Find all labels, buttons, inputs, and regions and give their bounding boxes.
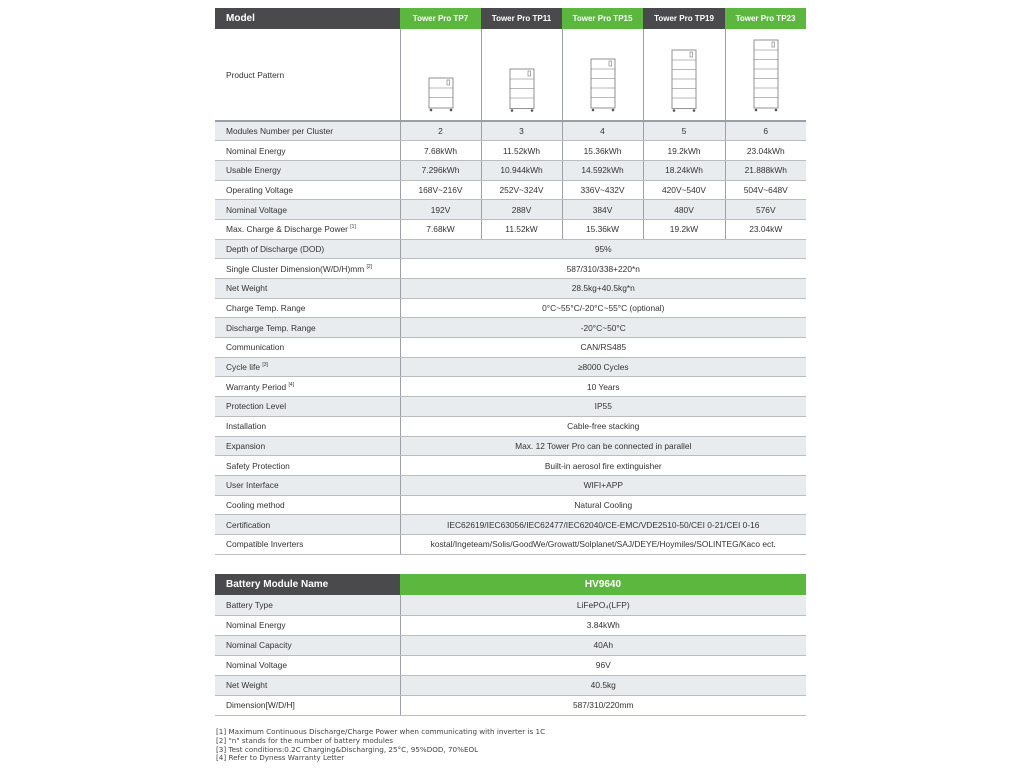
module-row bbox=[215, 635, 806, 655]
module-label: Dimension[W/D/H] bbox=[215, 695, 400, 715]
spec-row bbox=[215, 180, 806, 200]
spec-row bbox=[215, 515, 806, 535]
model-header-cell: Tower Pro TP19 bbox=[643, 8, 725, 29]
module-value: 3.84kWh bbox=[400, 615, 806, 635]
spec-label bbox=[215, 121, 400, 141]
spec-label-text: Protection Level bbox=[226, 401, 287, 412]
spec-value: 21.888kWh bbox=[725, 160, 806, 180]
spec-row bbox=[215, 121, 806, 141]
spec-label bbox=[215, 279, 400, 299]
product-pattern-label: Product Pattern bbox=[215, 29, 400, 121]
battery-tower-icon bbox=[751, 39, 781, 114]
spec-label-text: Cycle life bbox=[226, 362, 260, 373]
spec-label-text: Warranty Period bbox=[226, 381, 287, 392]
spec-value: Cable-free stacking bbox=[400, 416, 806, 436]
spec-label-text: Compatible Inverters bbox=[226, 539, 304, 550]
spec-row bbox=[215, 338, 806, 358]
module-label: Nominal Capacity bbox=[215, 635, 400, 655]
spec-value: 15.36kWh bbox=[562, 141, 643, 161]
spec-label bbox=[215, 180, 400, 200]
spec-label-text: Discharge Temp. Range bbox=[226, 322, 316, 333]
spec-label-text: Net Weight bbox=[226, 283, 268, 294]
spec-label bbox=[215, 141, 400, 161]
spec-value: 4 bbox=[562, 121, 643, 141]
spec-row bbox=[215, 456, 806, 476]
spec-label-text: Max. Charge & Discharge Power bbox=[226, 224, 348, 235]
battery-tower-icon bbox=[426, 77, 456, 114]
footnote-ref: [1] bbox=[350, 224, 356, 231]
spec-row bbox=[215, 200, 806, 220]
spec-row bbox=[215, 436, 806, 456]
module-value: 587/310/220mm bbox=[400, 695, 806, 715]
spec-value: 10 Years bbox=[400, 377, 806, 397]
spec-value: 23.04kWh bbox=[725, 141, 806, 161]
spec-row bbox=[215, 475, 806, 495]
model-header-cell: Tower Pro TP15 bbox=[562, 8, 643, 29]
spec-label bbox=[215, 377, 400, 397]
spec-label-text: Single Cluster Dimension(W/D/H)mm bbox=[226, 263, 365, 274]
spec-value: 11.52kW bbox=[481, 219, 562, 239]
spec-label bbox=[215, 397, 400, 417]
spec-value: 288V bbox=[481, 200, 562, 220]
spec-label-text: Certification bbox=[226, 519, 271, 530]
spec-label-text: Installation bbox=[226, 421, 267, 432]
spec-value: 11.52kWh bbox=[481, 141, 562, 161]
model-header-cell: Tower Pro TP23 bbox=[725, 8, 806, 29]
spec-value: 252V~324V bbox=[481, 180, 562, 200]
spec-value: 480V bbox=[643, 200, 725, 220]
spec-value: 384V bbox=[562, 200, 643, 220]
spec-value: IEC62619/IEC63056/IEC62477/IEC62040/CE-EMC/VDE2510-50/CEI 0-21/CEI 0-16 bbox=[400, 515, 806, 535]
module-row bbox=[215, 615, 806, 635]
spec-value: 5 bbox=[643, 121, 725, 141]
module-name-value: HV9640 bbox=[400, 574, 806, 595]
spec-value: Natural Cooling bbox=[400, 495, 806, 515]
spec-value: 2 bbox=[400, 121, 481, 141]
module-label: Battery Type bbox=[215, 595, 400, 615]
model-header-cell: Tower Pro TP11 bbox=[481, 8, 562, 29]
product-image-cell bbox=[400, 29, 481, 121]
spec-value: Max. 12 Tower Pro can be connected in parallel bbox=[400, 436, 806, 456]
spec-label bbox=[215, 495, 400, 515]
spec-value: 3 bbox=[481, 121, 562, 141]
product-image-cell bbox=[643, 29, 725, 121]
product-image-cell bbox=[562, 29, 643, 121]
spec-label-text: Modules Number per Cluster bbox=[226, 126, 334, 137]
spec-label-text: Nominal Voltage bbox=[226, 204, 287, 215]
module-label: Nominal Voltage bbox=[215, 655, 400, 675]
spec-label bbox=[215, 239, 400, 259]
spec-label-text: Nominal Energy bbox=[226, 145, 286, 156]
spec-row bbox=[215, 141, 806, 161]
spec-value: ≥8000 Cycles bbox=[400, 357, 806, 377]
spec-row bbox=[215, 298, 806, 318]
spec-label-text: User Interface bbox=[226, 480, 279, 491]
module-name-header: Battery Module Name bbox=[215, 574, 400, 595]
spec-value: 587/310/338+220*n bbox=[400, 259, 806, 279]
module-row bbox=[215, 695, 806, 715]
spec-label bbox=[215, 416, 400, 436]
module-row bbox=[215, 655, 806, 675]
spec-row bbox=[215, 259, 806, 279]
spec-row bbox=[215, 534, 806, 554]
spec-value: 192V bbox=[400, 200, 481, 220]
product-image-cell bbox=[725, 29, 806, 121]
spec-value: 23.04kW bbox=[725, 219, 806, 239]
footnote: [3] Test conditions:0.2C Charging&Discharging, 25°C, 95%DOD, 70%EOL bbox=[216, 744, 479, 754]
spec-value: 10.944kWh bbox=[481, 160, 562, 180]
spec-label bbox=[215, 534, 400, 554]
spec-value: -20°C~50°C bbox=[400, 318, 806, 338]
spec-label-text: Charge Temp. Range bbox=[226, 303, 306, 314]
module-table bbox=[215, 574, 806, 716]
spec-value: 6 bbox=[725, 121, 806, 141]
model-header-cell: Tower Pro TP7 bbox=[400, 8, 481, 29]
spec-row bbox=[215, 160, 806, 180]
footnote: [4] Refer to Dyness Warranty Letter bbox=[216, 753, 345, 763]
model-header: Model bbox=[215, 8, 400, 29]
footnotes bbox=[216, 728, 545, 763]
module-label: Net Weight bbox=[215, 675, 400, 695]
spec-value: 168V~216V bbox=[400, 180, 481, 200]
spec-value: 7.68kWh bbox=[400, 141, 481, 161]
spec-row bbox=[215, 357, 806, 377]
spec-value: 14.592kWh bbox=[562, 160, 643, 180]
spec-label-text: Cooling method bbox=[226, 499, 285, 510]
spec-label-text: Usable Energy bbox=[226, 165, 281, 176]
spec-row bbox=[215, 239, 806, 259]
spec-value: 336V~432V bbox=[562, 180, 643, 200]
module-row bbox=[215, 675, 806, 695]
spec-value: 576V bbox=[725, 200, 806, 220]
spec-label bbox=[215, 475, 400, 495]
module-value: LiFePO₄(LFP) bbox=[400, 595, 806, 615]
module-row bbox=[215, 595, 806, 615]
spec-label bbox=[215, 357, 400, 377]
footnote: [2] "n" stands for the number of battery modules bbox=[216, 735, 394, 745]
spec-value: WIFI+APP bbox=[400, 475, 806, 495]
spec-label bbox=[215, 436, 400, 456]
spec-value: 7.296kWh bbox=[400, 160, 481, 180]
spec-row bbox=[215, 279, 806, 299]
spec-label bbox=[215, 219, 400, 239]
spec-label-text: Expansion bbox=[226, 440, 266, 451]
spec-row bbox=[215, 397, 806, 417]
spec-value: CAN/RS485 bbox=[400, 338, 806, 358]
spec-label-text: Safety Protection bbox=[226, 460, 290, 471]
spec-label bbox=[215, 515, 400, 535]
spec-value: 7.68kW bbox=[400, 219, 481, 239]
spec-row bbox=[215, 377, 806, 397]
spec-value: 28.5kg+40.5kg*n bbox=[400, 279, 806, 299]
product-image-cell bbox=[481, 29, 562, 121]
spec-label bbox=[215, 259, 400, 279]
footnote: [1] Maximum Continuous Discharge/Charge Power when communicating with inverter is 1C bbox=[216, 727, 546, 736]
spec-value: 19.2kWh bbox=[643, 141, 725, 161]
spec-label bbox=[215, 456, 400, 476]
spec-value: 95% bbox=[400, 239, 806, 259]
spec-value: kostal/Ingeteam/Solis/GoodWe/Growatt/Solplanet/SAJ/DEYE/Hoymiles/SOLINTEG/Kaco ect. bbox=[400, 534, 806, 554]
spec-value: 420V~540V bbox=[643, 180, 725, 200]
spec-row bbox=[215, 219, 806, 239]
module-value: 40Ah bbox=[400, 635, 806, 655]
module-label: Nominal Energy bbox=[215, 615, 400, 635]
spec-value: Built-in aerosol fire extinguisher bbox=[400, 456, 806, 476]
battery-tower-icon bbox=[669, 49, 699, 115]
footnote-ref: [3] bbox=[262, 362, 268, 369]
spec-value: 19.2kW bbox=[643, 219, 725, 239]
spec-row bbox=[215, 416, 806, 436]
spec-value: 18.24kWh bbox=[643, 160, 725, 180]
product-pattern-row bbox=[215, 29, 806, 121]
module-value: 96V bbox=[400, 655, 806, 675]
footnote-ref: [2] bbox=[366, 263, 373, 270]
footnote-ref: [4] bbox=[288, 381, 295, 388]
spec-value: IP55 bbox=[400, 397, 806, 417]
spec-label-text: Depth of Discharge (DOD) bbox=[226, 243, 325, 254]
spec-label bbox=[215, 318, 400, 338]
spec-value: 504V~648V bbox=[725, 180, 806, 200]
battery-tower-icon bbox=[507, 68, 537, 115]
spec-value: 0°C~55°C/-20°C~55°C (optional) bbox=[400, 298, 806, 318]
spec-label bbox=[215, 200, 400, 220]
spec-label-text: Operating Voltage bbox=[226, 184, 294, 195]
battery-tower-icon bbox=[588, 58, 618, 114]
module-value: 40.5kg bbox=[400, 675, 806, 695]
spec-label bbox=[215, 160, 400, 180]
spec-label bbox=[215, 338, 400, 358]
spec-label bbox=[215, 298, 400, 318]
spec-table bbox=[215, 8, 806, 555]
spec-value: 15.36kW bbox=[562, 219, 643, 239]
spec-row bbox=[215, 495, 806, 515]
spec-row bbox=[215, 318, 806, 338]
spec-label-text: Communication bbox=[226, 342, 285, 353]
